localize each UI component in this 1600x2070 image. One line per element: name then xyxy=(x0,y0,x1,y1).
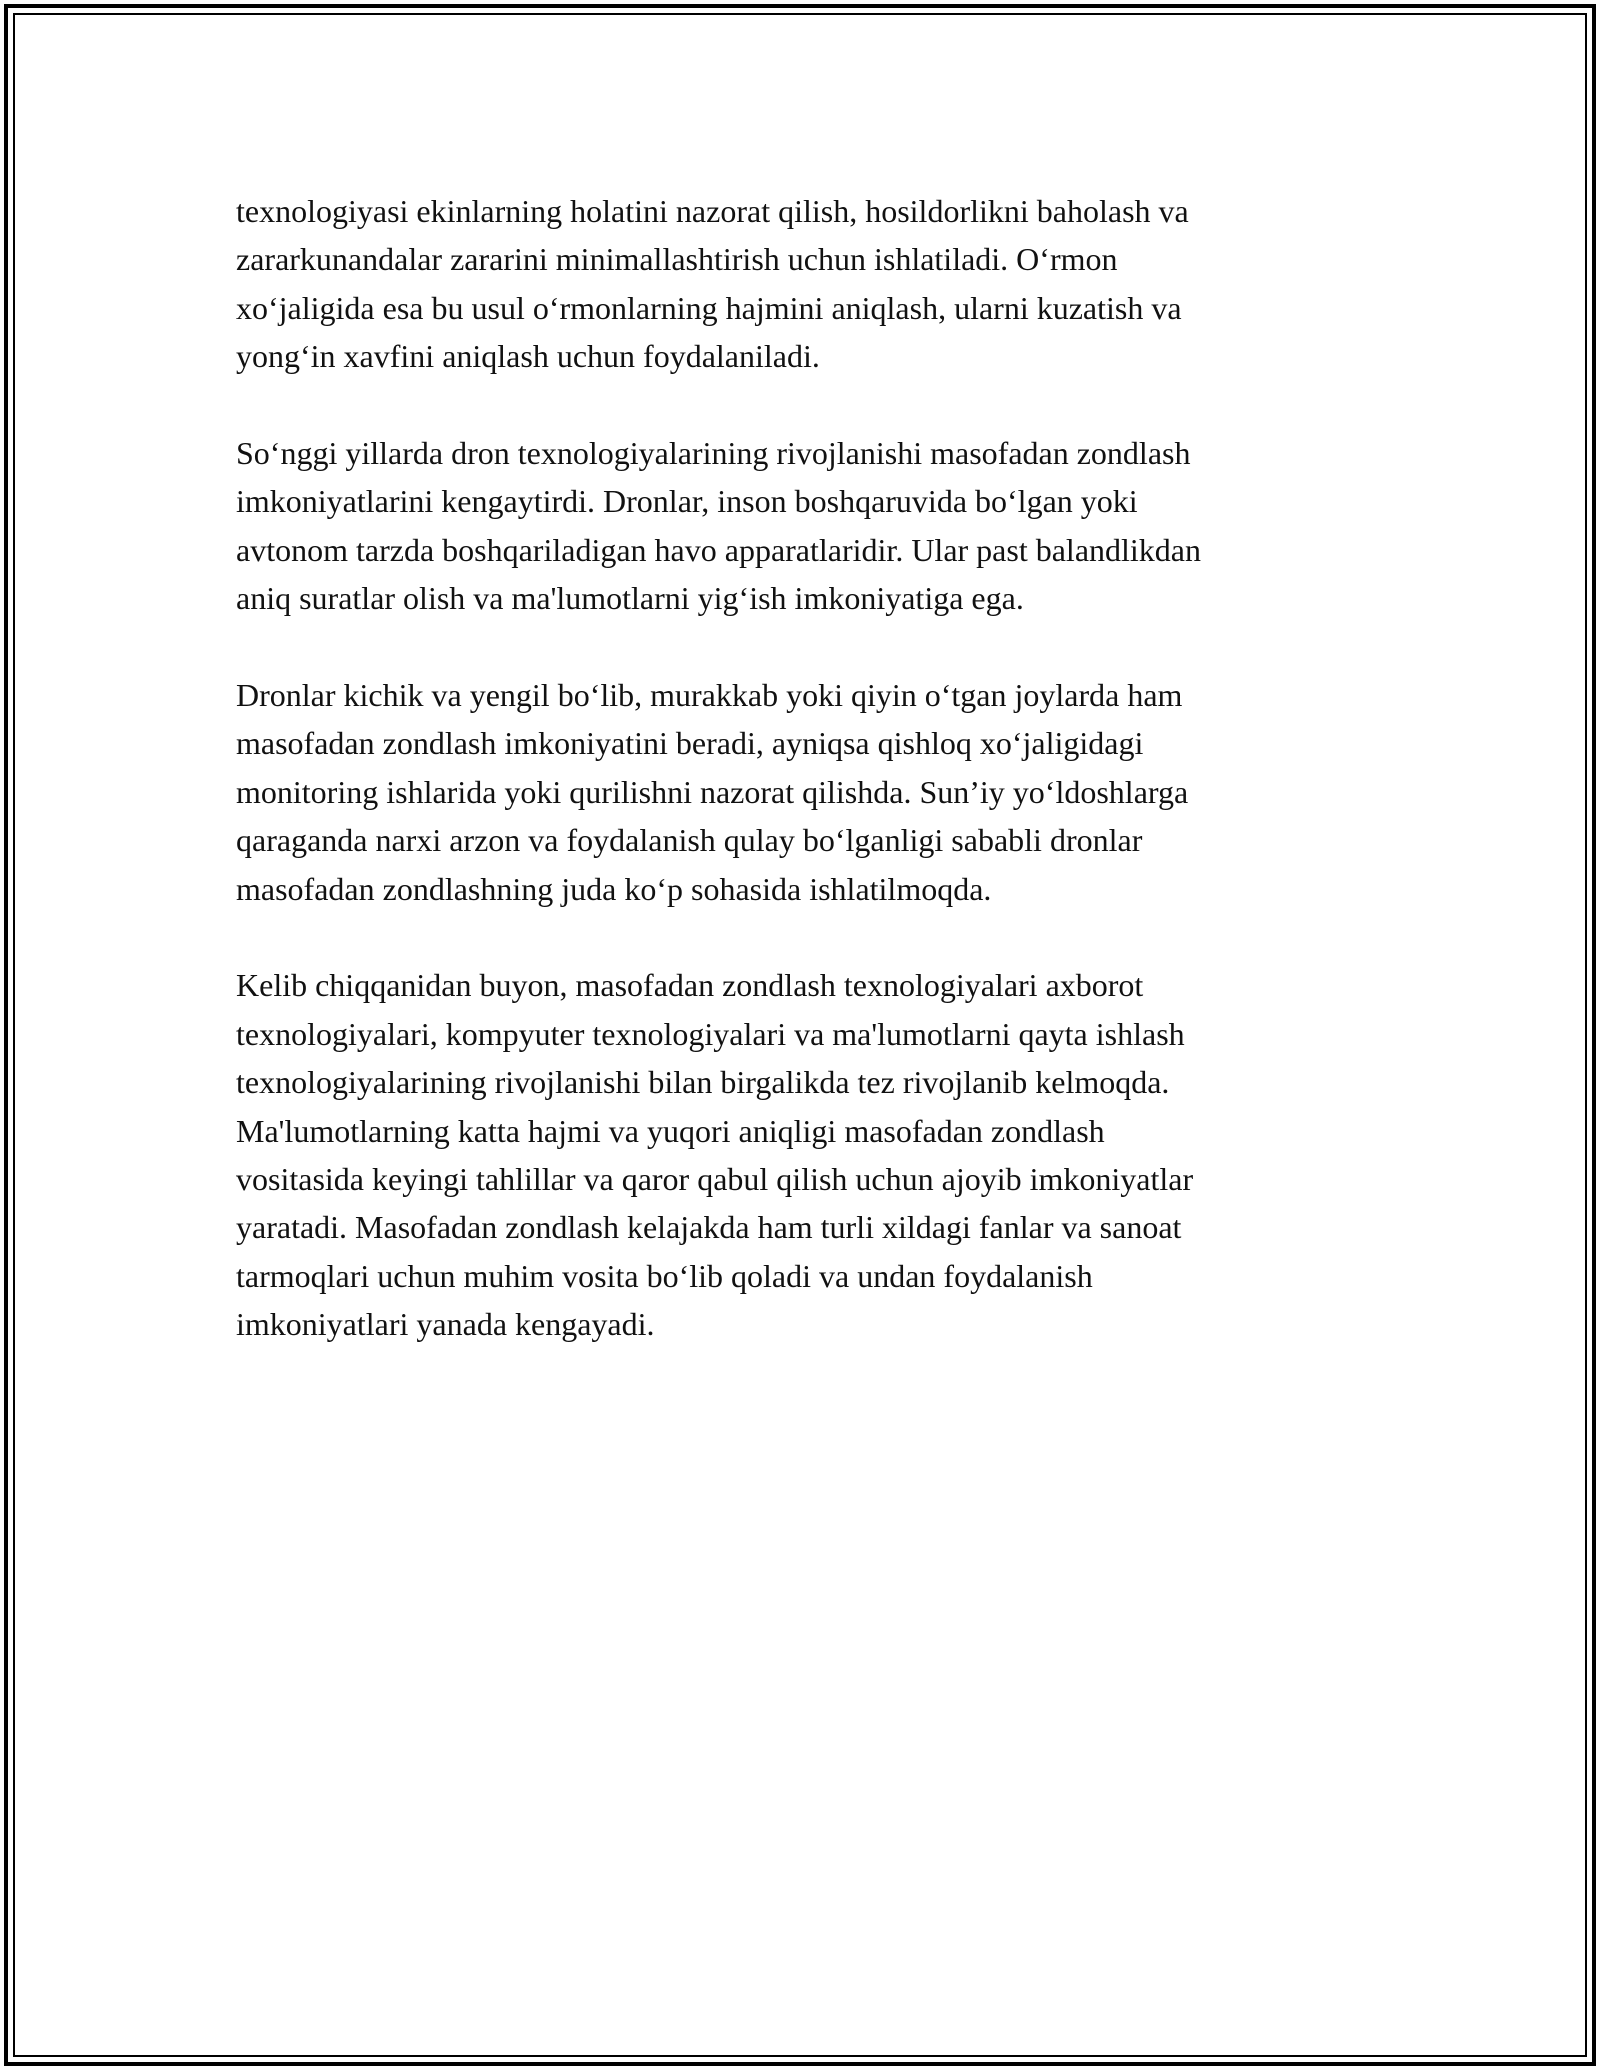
paragraph-4: Kelib chiqqanidan buyon, masofadan zondlash texnologiyalari axborot texnologiyalari, kompyuter texnologiyalari va ma'lumotlarni qayta ishlash texnologiyalarining rivojlanishi bilan birgalikda tez rivojlanib kelmoqda. Ma'lumotlarning katta hajmi va yuqori aniqligi masofadan zondlash vositasida keyingi tahlillar va qaror qabul qilish uchun ajoyib imkoniyatlar yaratadi. Masofadan zondlash kelajakda ham turli xildagi fanlar va sanoat tarmoqlari uchun muhim vosita bo‘lib qoladi va undan foydalanish imkoniyatlari yanada kengayadi. xyxy=(236,967,1194,1343)
paragraph-3: Dronlar kichik va yengil bo‘lib, murakkab yoki qiyin o‘tgan joylarda ham masofadan zondlash imkoniyatini beradi, ayniqsa qishloq xo‘jaligidagi monitoring ishlarida yoki qurilishni nazorat qilishda. Sun’iy yo‘ldoshlarga qaraganda narxi arzon va foydalanish qulay bo‘lganligi sababli dronlar masofadan zondlashning juda ko‘p sohasida ishlatilmoqda. xyxy=(236,677,1189,907)
document-body xyxy=(236,187,1366,1397)
paragraph-1: texnologiyasi ekinlarning holatini nazorat qilish, hosildorlikni baholash va zararkunandalar zararini minimallashtirish uchun ishlatiladi. O‘rmon xo‘jaligida esa bu usul o‘rmonlarning hajmini aniqlash, ularni kuzatish va yong‘in xavfini aniqlash uchun foydalaniladi. xyxy=(236,193,1189,375)
paragraph-2: So‘nggi yillarda dron texnologiyalarining rivojlanishi masofadan zondlash imkoniyatlarini kengaytirdi. Dronlar, inson boshqaruvida bo‘lgan yoki avtonom tarzda boshqariladigan havo apparatlaridir. Ular past balandlikdan aniq suratlar olish va ma'lumotlarni yig‘ish imkoniyatiga ega. xyxy=(236,435,1201,617)
